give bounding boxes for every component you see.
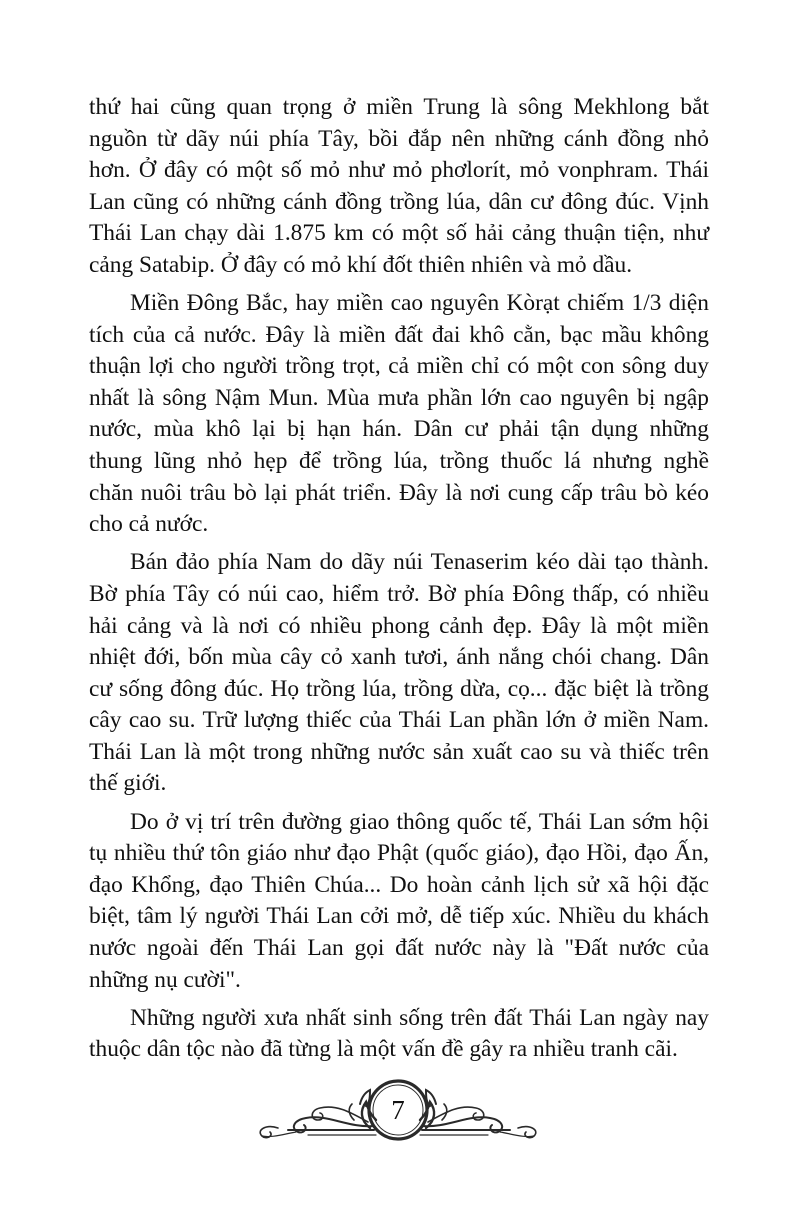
text-line: tích của cả nước. Đây là miền đất đai khô cằn, bạc mầu không — [89, 321, 709, 348]
text-line: Do ở vị trí trên đường giao thông quốc tế, Thái Lan sớm hội — [130, 808, 709, 835]
text-line: chăn nuôi trâu bò lại phát triển. Đây là nơi cung cấp trâu bò kéo — [89, 479, 709, 506]
text-line: nhất là sông Nậm Mun. Mùa mưa phần lớn cao nguyên bị ngập — [89, 384, 709, 411]
text-line: Bờ phía Tây có núi cao, hiểm trở. Bờ phía Đông thấp, có nhiều — [89, 580, 709, 607]
text-line: Miền Đông Bắc, hay miền cao nguyên Kòrạt chiếm 1/3 diện — [130, 290, 709, 317]
text-line: hải cảng và là nơi có nhiều phong cảnh đẹp. Đây là một miền — [89, 612, 709, 639]
text-line: thế giới. — [89, 770, 167, 797]
text-line: cho cả nước. — [89, 511, 209, 538]
paragraph — [89, 288, 709, 541]
text-line: thứ hai cũng quan trọng ở miền Trung là sông Mekhlong bắt — [89, 94, 709, 120]
paragraph — [89, 547, 709, 800]
text-line: Bán đảo phía Nam do dãy núi Tenaserim kéo dài tạo thành. — [130, 549, 709, 576]
text-line: thung lũng nhỏ hẹp để trồng lúa, trồng thuốc lá nhưng nghề — [89, 448, 709, 475]
text-line: cư sống đông đúc. Họ trồng lúa, trồng dừa, cọ... đặc biệt là trồng — [89, 675, 709, 702]
text-line: những nụ cười". — [89, 966, 241, 993]
text-line: hơn. Ở đây có một số mỏ như mỏ phơlorít, mỏ vonphram. Thái — [89, 157, 709, 184]
text-line: tụ nhiều thứ tôn giáo như đạo Phật (quốc giáo), đạo Hồi, đạo Ấn, — [89, 840, 709, 867]
text-line: biệt, tâm lý người Thái Lan cởi mở, dễ tiếp xúc. Nhiều du khách — [89, 903, 709, 930]
text-line: nhiệt đới, bốn mùa cây cỏ xanh tươi, ánh nắng chói chang. Dân — [89, 644, 709, 671]
text-line: Thái Lan là một trong những nước sản xuất cao su và thiếc trên — [89, 738, 709, 765]
text-line: Thái Lan chạy dài 1.875 km có một số hải cảng thuận tiện, như — [89, 220, 709, 247]
text-line: nước ngoài đến Thái Lan gọi đất nước này là "Đất nước của — [89, 934, 709, 961]
text-line: Lan cũng có những cánh đồng trồng lúa, dân cư đông đúc. Vịnh — [89, 188, 709, 215]
paragraph — [89, 1003, 709, 1066]
text-line: cảng Satabip. Ở đây có mỏ khí đốt thiên nhiên và mỏ dầu. — [89, 251, 633, 278]
paragraph — [89, 807, 709, 997]
text-line: thuộc dân tộc nào đã từng là một vấn đề gây ra nhiều tranh cãi. — [89, 1036, 678, 1063]
text-line: nguồn từ dãy núi phía Tây, bồi đắp nên những cánh đồng nhỏ — [89, 125, 709, 152]
page-number: 7 — [391, 1095, 405, 1125]
text-line: Những người xưa nhất sinh sống trên đất Thái Lan ngày nay — [130, 1004, 709, 1031]
paragraph — [89, 92, 709, 282]
text-line: cây cao su. Trữ lượng thiếc của Thái Lan phần lớn ở miền Nam. — [89, 707, 709, 734]
text-column — [89, 92, 709, 1072]
text-line: đạo Khổng, đạo Thiên Chúa... Do hoàn cảnh lịch sử xã hội đặc — [89, 871, 709, 898]
text-line: nước, mùa khô lại bị hạn hán. Dân cư phải tận dụng những — [89, 416, 709, 443]
text-line: thuận lợi cho người trồng trọt, cả miền chỉ có một con sông duy — [89, 353, 709, 380]
